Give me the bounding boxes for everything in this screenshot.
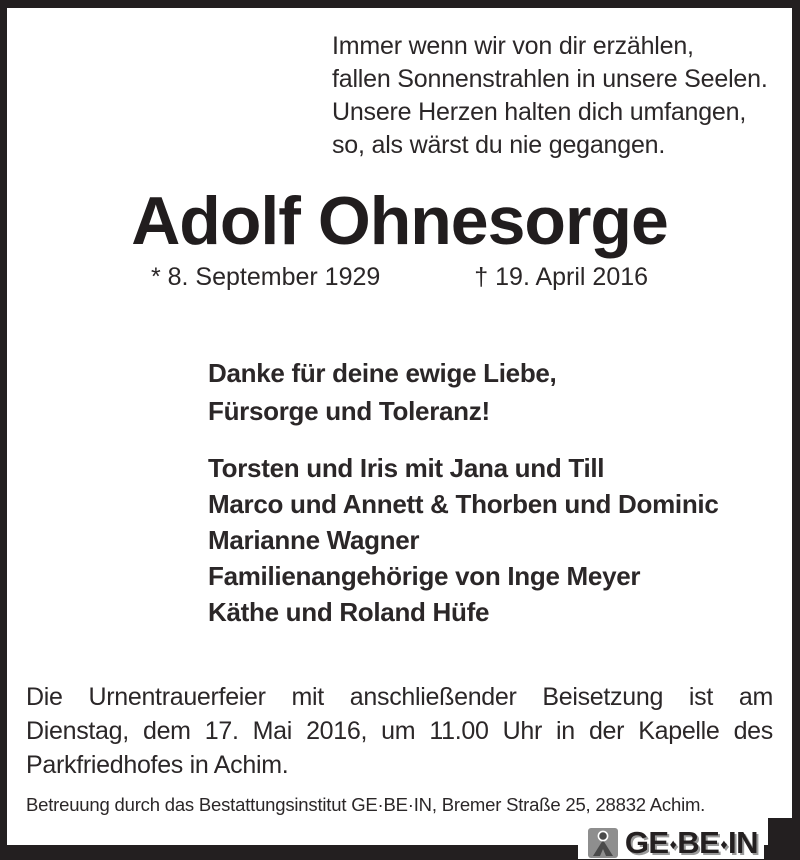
frame-border-left	[0, 0, 7, 860]
funeral-line: Parkfriedhofes in Achim.	[26, 750, 289, 779]
mourner-figure-icon	[588, 828, 618, 858]
death-date: † 19. April 2016	[474, 262, 649, 291]
poem-line: Immer wenn wir von dir erzählen,	[332, 32, 694, 60]
logo-part: IN	[728, 825, 758, 860]
logo-part: BE	[677, 825, 720, 860]
poem-line: fallen Sonnenstrahlen in unsere Seelen.	[332, 65, 768, 93]
thanks-message	[208, 354, 792, 430]
birth-date: * 8. September 1929	[150, 262, 381, 291]
poem-line: so, als wärst du nie gegangen.	[332, 131, 666, 159]
funeral-line: Dienstag, dem 17. Mai 2016, um 11.00 Uhr in der Kapelle des	[26, 716, 773, 745]
diamond-separator-icon: ♦	[720, 836, 727, 852]
mourner-line: Marianne Wagner	[208, 524, 420, 555]
diamond-separator-icon: ♦	[669, 836, 677, 852]
thanks-line: Fürsorge und Toleranz!	[208, 395, 490, 426]
deceased-name: Adolf Ohnesorge	[131, 183, 668, 259]
funeral-information	[26, 680, 773, 782]
frame-border-right	[792, 0, 800, 860]
logo-wordmark	[625, 827, 758, 858]
frame-corner-bracket	[768, 818, 792, 860]
thanks-line: Danke für deine ewige Liebe,	[208, 357, 557, 388]
life-dates	[7, 263, 792, 292]
mourner-line: Käthe und Roland Hüfe	[208, 596, 490, 627]
mourner-line: Marco und Annett & Thorben und Dominic	[208, 488, 719, 519]
mourner-line: Familienangehörige von Inge Meyer	[208, 560, 641, 591]
funeral-home-logo	[578, 824, 764, 859]
memorial-poem	[332, 30, 792, 162]
funeral-home-note: Betreuung durch das Bestattungsinstitut GE·BE·IN, Bremer Straße 25, 28832 Achim.	[26, 793, 706, 815]
poem-line: Unsere Herzen halten dich umfangen,	[332, 98, 747, 126]
mourner-line: Torsten und Iris mit Jana und Till	[208, 452, 605, 483]
funeral-line: Die Urnentrauerfeier mit anschließender Beisetzung ist am	[26, 682, 773, 711]
logo-part: GE	[624, 825, 669, 860]
notice-content	[7, 8, 792, 845]
mourners-list	[208, 450, 792, 630]
frame-border-top	[0, 0, 800, 8]
